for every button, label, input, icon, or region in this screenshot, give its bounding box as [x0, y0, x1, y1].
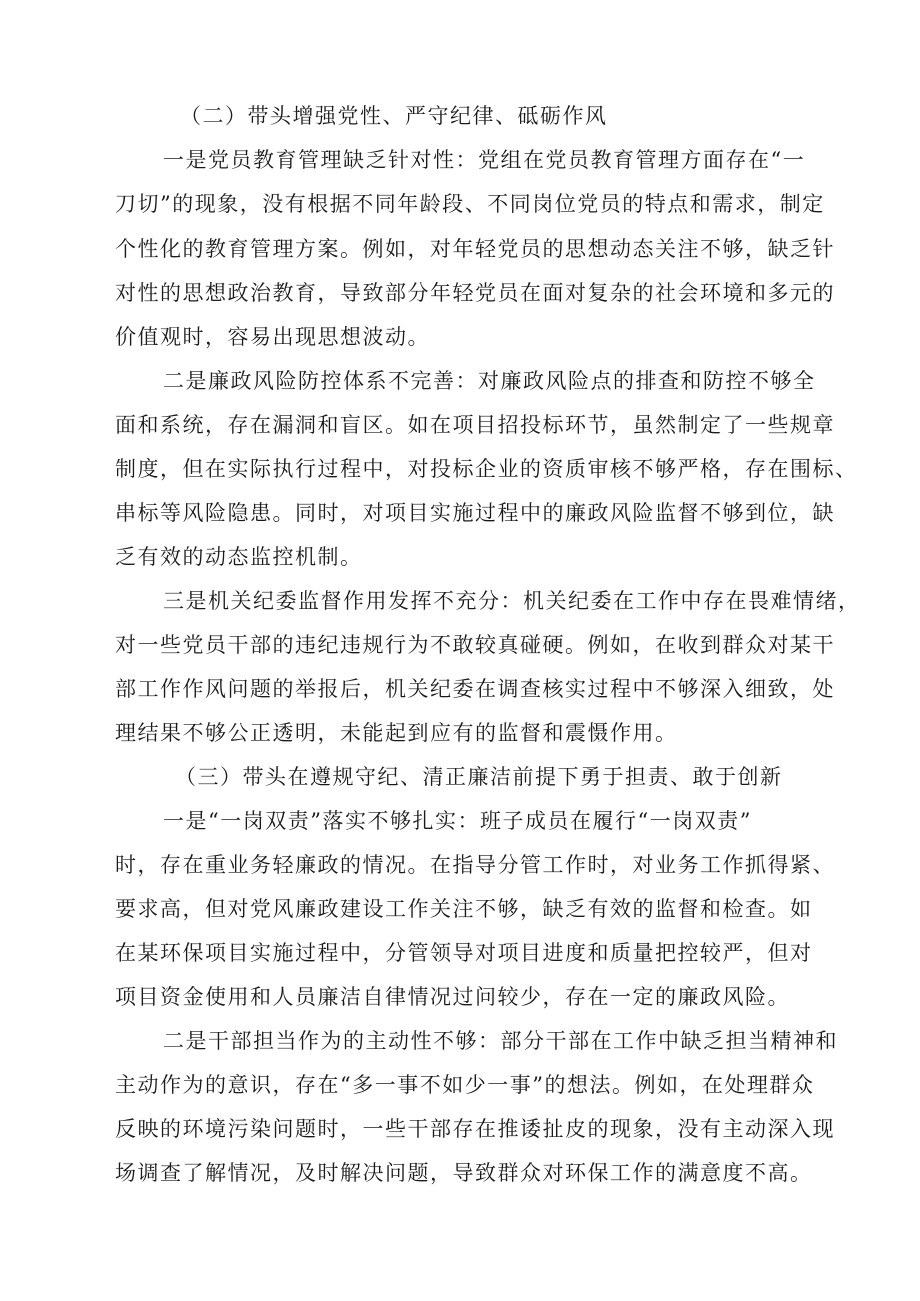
paragraph-line: 三是机关纪委监督作用发挥不充分：机关纪委在工作中存在畏难情绪， — [163, 589, 861, 613]
paragraph-line: 制度，但在实际执行过程中，对投标企业的资质审核不够严格，存在围标、 — [115, 457, 858, 481]
paragraph-line: 面和系统，存在漏洞和盲区。如在项目招投标环节，虽然制定了一些规章 — [115, 413, 835, 437]
paragraph-line: 时，存在重业务轻廉政的情况。在指导分管工作时，对业务工作抓得紧、 — [115, 853, 835, 877]
paragraph-line: 个性化的教育管理方案。例如，对年轻党员的思想动态关注不够，缺乏针 — [115, 237, 835, 261]
paragraph-line: 串标等风险隐患。同时，对项目实施过程中的廉政风险监督不够到位，缺 — [115, 501, 835, 525]
paragraph-line: 主动作为的意识，存在“多一事不如少一事”的想法。例如，在处理群众 — [115, 1073, 815, 1097]
paragraph-line: 部工作作风问题的举报后，机关纪委在调查核实过程中不够深入细致，处 — [115, 677, 835, 701]
section-heading-3: （三）带头在遵规守纪、清正廉洁前提下勇于担责、敢于创新 — [175, 765, 783, 789]
paragraph-line: 对性的思想政治教育，导致部分年轻党员在面对复杂的社会环境和多元的 — [115, 281, 835, 305]
paragraph-line: 乏有效的动态监控机制。 — [115, 545, 363, 569]
paragraph-line: 项目资金使用和人员廉洁自律情况过问较少，存在一定的廉政风险。 — [115, 985, 790, 1009]
paragraph-line: 价值观时，容易出现思想波动。 — [115, 325, 430, 349]
paragraph-line: 在某环保项目实施过程中，分管领导对项目进度和质量把控较严，但对 — [115, 941, 813, 965]
paragraph-line: 刀切”的现象，没有根据不同年龄段、不同岗位党员的特点和需求，制定 — [115, 192, 825, 216]
paragraph-line: 反映的环境污染问题时，一些干部存在推诿扯皮的现象，没有主动深入现 — [115, 1117, 835, 1141]
paragraph-line: 二是廉政风险防控体系不完善：对廉政风险点的排查和防控不够全 — [163, 369, 816, 393]
paragraph-line: 一是“一岗双责”落实不够扎实：班子成员在履行“一岗双责” — [163, 809, 752, 833]
section-heading-2: （二）带头增强党性、严守纪律、砥砺作风 — [180, 104, 608, 128]
paragraph-line: 二是干部担当作为的主动性不够：部分干部在工作中缺乏担当精神和 — [163, 1029, 838, 1053]
paragraph-line: 场调查了解情况，及时解决问题，导致群众对环保工作的满意度不高。 — [115, 1161, 813, 1185]
paragraph-line: 要求高，但对党风廉政建设工作关注不够，缺乏有效的监督和检查。如 — [115, 897, 813, 921]
paragraph-line: 对一些党员干部的违纪违规行为不敢较真碰硬。例如，在收到群众对某干 — [115, 633, 835, 657]
paragraph-line: 一是党员教育管理缺乏针对性：党组在党员教育管理方面存在“一 — [163, 148, 806, 172]
paragraph-line: 理结果不够公正透明，未能起到应有的监督和震慑作用。 — [115, 721, 678, 745]
